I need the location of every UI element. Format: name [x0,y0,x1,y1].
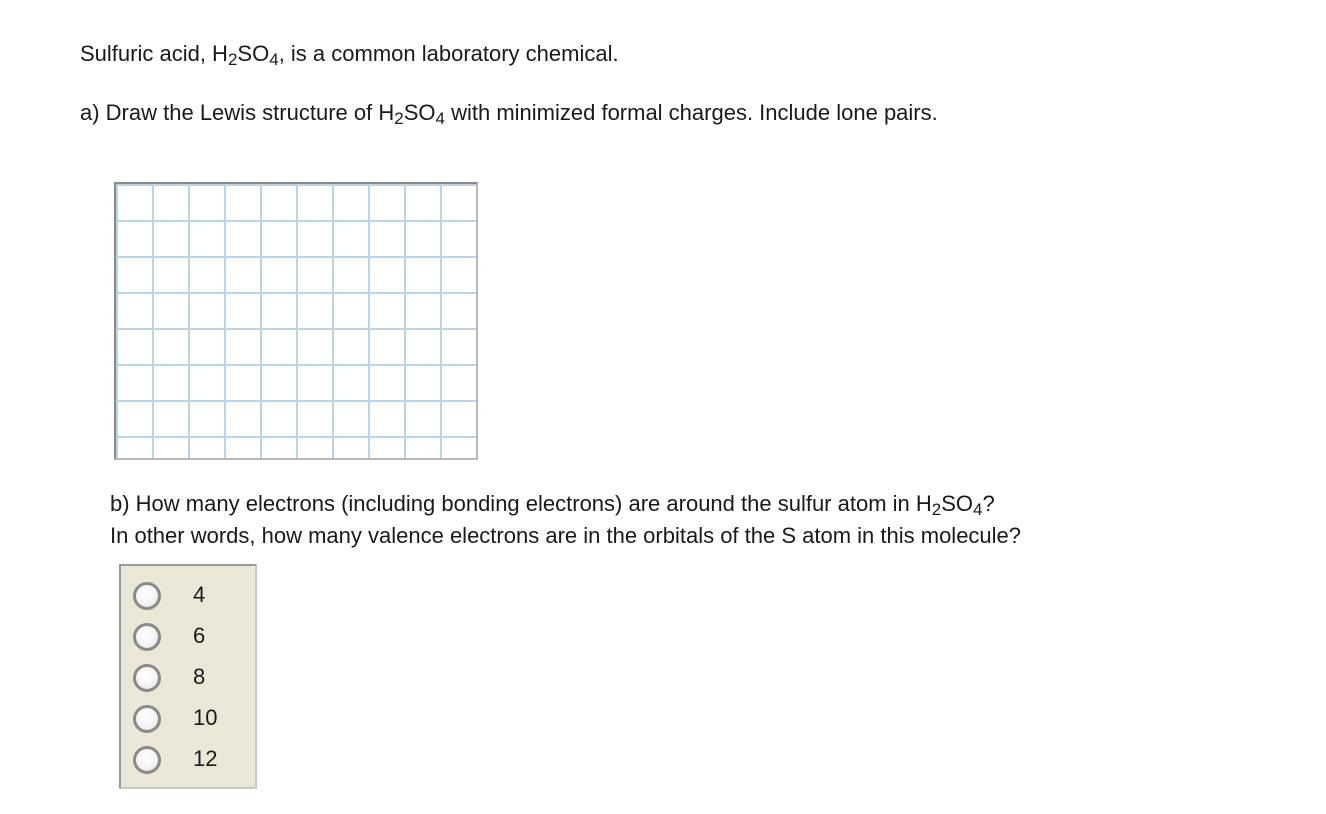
answer-choice-10[interactable] [133,702,253,736]
question-b-subscript-2: 2 [931,500,942,519]
intro-text-end: , is a common laboratory chemical. [278,41,619,66]
answer-choice-6[interactable] [133,620,253,654]
question-b-subscript-4: 4 [973,500,983,519]
answer-choice-4[interactable] [133,579,253,613]
answer-choice-8[interactable] [133,661,253,695]
question-a-so: SO [403,100,436,125]
answer-choice-label: 10 [193,705,218,730]
question-b-line-1 [110,491,995,517]
radio-button[interactable] [133,582,161,610]
intro-subscript-2: 2 [227,50,238,69]
question-a-end: with minimized formal charges. Include lone pairs. [444,100,938,125]
question-b-start: b) How many electrons (including bonding electrons) are around the sulfur atom in H [110,491,932,516]
question-a [80,100,938,126]
question-a-subscript-2: 2 [394,109,404,128]
intro-text-start: Sulfuric acid, H [80,41,228,66]
radio-button[interactable] [133,623,161,651]
answer-choices-panel [119,564,257,789]
question-a-subscript-4: 4 [435,109,445,128]
question-b-end: ? [982,491,995,516]
answer-choice-label: 6 [193,623,206,648]
question-b-so: SO [941,491,974,516]
radio-button[interactable] [133,664,161,692]
radio-button[interactable] [133,746,161,774]
answer-choice-label: 12 [193,746,218,771]
question-a-start: a) Draw the Lewis structure of H [80,100,395,125]
answer-choice-label: 8 [193,664,206,689]
answer-choice-label: 4 [193,582,206,607]
intro-text [80,41,619,67]
intro-text-so: SO [237,41,270,66]
question-b-line-2: In other words, how many valence electrons are in the orbitals of the S atom in this molecule? [110,523,1022,548]
radio-button[interactable] [133,705,161,733]
answer-choice-12[interactable] [133,743,253,777]
lewis-structure-drawing-area[interactable] [114,182,478,460]
intro-subscript-4: 4 [269,50,279,69]
